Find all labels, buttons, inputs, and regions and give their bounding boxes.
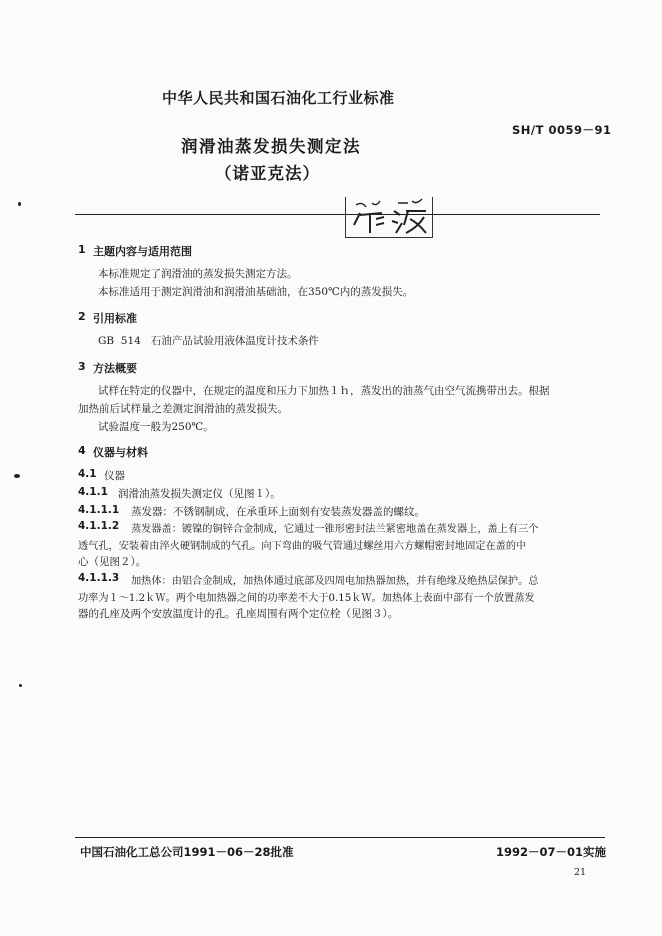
section-4-number: 4 <box>78 444 86 457</box>
scan-speck <box>19 684 22 687</box>
clause-4-1-1-2-line-3: 心（见图２）。 <box>78 556 147 568</box>
clause-4-1-1-3-line-3: 器的孔座及两个安放温度计的孔。孔座周围有两个定位栓（见图３）。 <box>78 608 399 620</box>
clause-4-1-1-2-line-1: 蒸发器盖：镀镍的铜锌合金制成，它通过一锥形密封法兰紧密地盖在蒸发器上，盖上有三个 <box>131 524 539 535</box>
clause-4-1-1-3-line-1: 加热体：由铝合金制成，加热体通过底部及四周电加热器加热，并有绝缘及绝热层保护。总 <box>131 576 539 587</box>
section-2-number: 2 <box>78 310 86 323</box>
section-1-heading: 主题内容与适用范围 <box>93 245 192 258</box>
section-3-paragraph-2: 试验温度一般为250℃。 <box>98 421 214 433</box>
document-title: 润滑油蒸发损失测定法 <box>181 137 361 156</box>
reference-gb514: GB 514 石油产品试验用液体温度计技术条件 <box>98 335 319 347</box>
clause-4-1-1-1-number: 4.1.1.1 <box>78 504 120 516</box>
footer-rule <box>75 837 605 838</box>
section-3-heading: 方法概要 <box>93 362 137 375</box>
approval-date: 中国石油化工总公司1991－06－28批准 <box>80 845 294 859</box>
clause-4-1-1-3-line-2: 功率为１～1.2ｋＷ。两个电加热器之间的功率差不大于0.15ｋＷ。加热体上表面中部有一个放置蒸发 <box>78 593 535 604</box>
handwritten-obsolete-mark <box>346 197 432 237</box>
document-subtitle: （诺亚克法） <box>215 164 320 183</box>
clause-4-1-1-1-text: 蒸发器：不锈钢制成，在承重环上面刻有安装蒸发器盖的螺纹。 <box>131 506 425 518</box>
section-1-paragraph-2: 本标准适用于测定润滑油和润滑油基础油，在350℃内的蒸发损失。 <box>98 286 414 298</box>
scan-speck <box>18 202 21 206</box>
section-3-number: 3 <box>78 360 86 373</box>
issuing-standard-line: 中华人民共和国石油化工行业标准 <box>162 89 395 107</box>
section-3-paragraph-1-line-1: 试样在特定的仪器中，在规定的温度和压力下加热１ｈ，蒸发出的油蒸气由空气流携带出去。根据 <box>98 385 550 397</box>
clause-4-1-text: 仪器 <box>104 470 125 482</box>
clause-4-1-1-number: 4.1.1 <box>78 486 108 498</box>
section-2-heading: 引用标准 <box>93 312 137 325</box>
scan-speck <box>14 474 20 478</box>
header-rule <box>75 214 600 215</box>
section-4-heading: 仪器与材料 <box>93 446 148 459</box>
section-1-number: 1 <box>78 243 86 256</box>
standard-code: SH/T 0059－91 <box>512 123 612 137</box>
obsolete-stamp <box>345 197 433 238</box>
section-1-paragraph-1: 本标准规定了润滑油的蒸发损失测定方法。 <box>98 268 298 280</box>
page-number: 21 <box>574 867 587 878</box>
clause-4-1-1-2-line-2: 透气孔，安装着由淬火硬钢制成的气孔。向下弯曲的吸气管通过螺丝用六方螺帽密封地固定在盖的中 <box>78 541 527 552</box>
section-3-paragraph-1-line-2: 加热前后试样量之差测定润滑油的蒸发损失。 <box>78 403 288 415</box>
clause-4-1-number: 4.1 <box>78 468 97 480</box>
clause-4-1-1-text: 润滑油蒸发损失测定仪（见图１）。 <box>118 488 281 500</box>
clause-4-1-1-2-number: 4.1.1.2 <box>78 520 120 532</box>
clause-4-1-1-3-number: 4.1.1.3 <box>78 572 120 584</box>
implementation-date: 1992－07－01实施 <box>496 845 607 859</box>
